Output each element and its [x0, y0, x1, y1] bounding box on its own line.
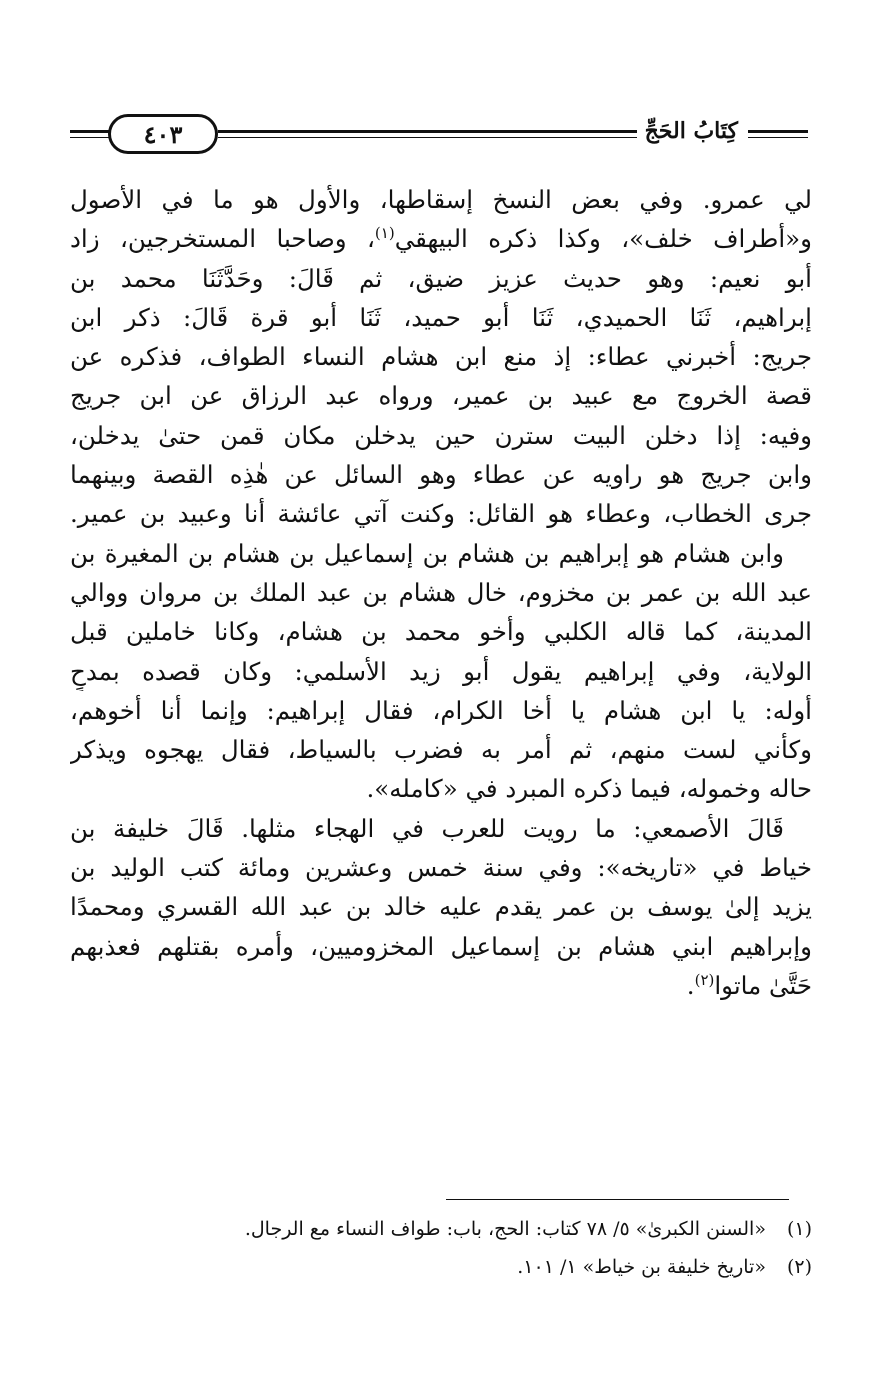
text-line: وكأني لست منهم، ثم أمر به فضرب بالسياط، فقال يهجوه ويذكر: [70, 735, 812, 765]
text-line: الولاية، وفي إبراهيم يقول أبو زيد الأسلمي: وكان قصده بمدحٍ: [70, 656, 812, 686]
text-line: وابن جريج هو راويه عن عطاء وهو السائل عن هٰذِه القصة وبينهما: [70, 460, 812, 490]
footnote-number: (٢): [786, 1256, 812, 1278]
text-line: لي عمرو. وفي بعض النسخ إسقاطها، والأول هو ما في الأصول: [70, 185, 812, 214]
header-rule-left-thin: [70, 137, 110, 138]
text-line: جرى الخطاب، وعطاء هو القائل: وكنت آتي عائشة أنا وعبيد بن عمير.: [70, 499, 812, 529]
text-line: جريج: أخبرني عطاء: إذ منع ابن هشام النساء الطواف، فذكره عن: [70, 342, 812, 372]
page-header: [70, 112, 808, 158]
text-line: أبو نعيم: وهو حديث عزيز ضيق، ثم قَالَ: وحَدَّثَنَا محمد بن: [70, 263, 812, 293]
text-line: [70, 966, 812, 1005]
footnotes: [70, 1210, 812, 1286]
header-rule-middle: [218, 130, 648, 133]
header-rule-right-thin: [748, 137, 808, 138]
text-line: [70, 219, 812, 258]
text-line: وإبراهيم ابني هشام بن إسماعيل المخزوميين، وأمره بقتلهم فعذبهم: [70, 931, 812, 961]
main-text: [70, 180, 812, 1005]
footnote: [70, 1248, 812, 1286]
text-line: أوله: يا ابن هشام يا أخا الكرام، فقال إبراهيم: وإنما أنا أخوهم،: [70, 695, 812, 725]
text-segment: حَتَّىٰ ماتوا: [714, 970, 812, 1000]
footnote-number: (١): [786, 1218, 812, 1240]
footnote-text: «السنن الكبرىٰ» ٥/ ٧٨ كتاب: الحج، باب: طواف النساء مع الرجال.: [244, 1218, 766, 1240]
footnote-ref[interactable]: (٢): [694, 970, 715, 989]
header-rule-right: [748, 130, 808, 133]
text-line: المدينة، كما قاله الكلبي وأخو محمد بن هشام، وكانا خاملين قبل: [70, 617, 812, 647]
running-title: كِتَابُ الحَجِّ: [637, 118, 746, 144]
page-number-badge: [108, 114, 218, 154]
page-number: ٤٠٣: [143, 119, 183, 149]
text-segment: .: [686, 970, 695, 1000]
text-line: وابن هشام هو إبراهيم بن هشام بن إسماعيل بن هشام بن المغيرة بن: [70, 538, 784, 568]
text-line: خياط في «تاريخه»: وفي سنة خمس وعشرين ومائة كتب الوليد بن: [70, 853, 812, 883]
text-segment: ، وصاحبا المستخرجين، زاد: [70, 224, 375, 254]
text-segment: و«أطراف خلف»، وكذا ذكره البيهقي: [394, 224, 812, 254]
text-line: وفيه: إذا دخلن البيت سترن حين يدخلن مكان قمن حتىٰ يدخلن،: [70, 420, 812, 450]
text-line: عبد الله بن عمر بن مخزوم، خال هشام بن عبد الملك بن مروان ووالي: [70, 577, 812, 607]
text-line: حاله وخموله، فيما ذكره المبرد في «كامله».: [366, 774, 812, 804]
text-line: إبراهيم، ثَنَا الحميدي، ثَنَا أبو حميد، ثَنَا أبو قرة قَالَ: ذكر ابن: [70, 302, 812, 332]
header-rule-middle-thin: [218, 137, 648, 138]
header-rule-left: [70, 130, 110, 133]
footnote-text: «تاريخ خليفة بن خياط» ١/ ١٠١.: [517, 1256, 766, 1278]
footnote-separator: [446, 1199, 789, 1200]
text-line: يزيد إلىٰ يوسف بن عمر يقدم عليه خالد بن عبد الله القسري ومحمدًا: [70, 892, 812, 922]
text-line: قَالَ الأصمعي: ما رويت للعرب في الهجاء مثلها. قَالَ خليفة بن: [70, 813, 784, 843]
footnote: [70, 1210, 812, 1248]
footnote-ref[interactable]: (١): [374, 224, 395, 243]
text-line: قصة الخروج مع عبيد بن عمير، ورواه عبد الرزاق عن ابن جريج: [70, 381, 812, 411]
